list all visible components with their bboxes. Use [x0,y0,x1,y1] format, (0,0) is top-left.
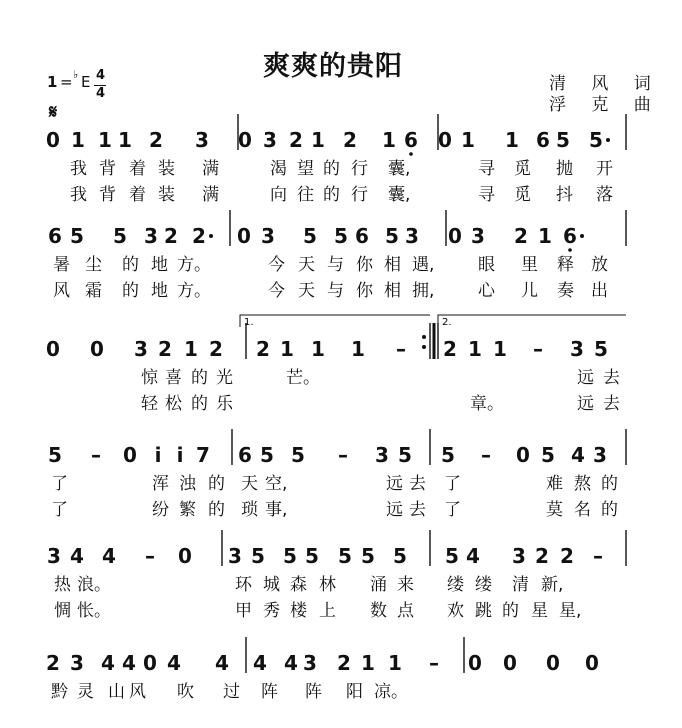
note-digit: 5 [48,443,62,467]
lyric-syllable: 装 [158,185,175,205]
lyric-syllable: 事, [265,500,288,520]
note-digit: 3 [47,544,61,568]
note-digit: 1 [351,337,365,361]
note-digit: 3 [375,443,389,467]
note-digit: 6 [355,224,369,248]
lyric-syllable: 了 [444,474,461,494]
note-digit: 5 [70,224,84,248]
lyric-syllable: 天 [298,255,315,275]
note-digit: 2 [164,224,178,248]
lyric-syllable: 与 [327,255,344,275]
lyric-syllable: 出 [591,281,608,301]
lyric-syllable: 楼 [290,601,307,621]
lyric-syllable: 的 [208,500,225,520]
lyric-syllable: 寻 [478,159,495,179]
note-digit: 0 [90,337,104,361]
lyric-syllable: 落 [596,185,613,205]
lyric-syllable: 欢 [447,601,464,621]
lyricist-credit: 清 风 词 [549,74,661,94]
lyric-syllable: 纷 [152,500,169,520]
note-digit: 6 [563,224,577,248]
note-digit: 5 [393,544,407,568]
key-signature-equals: = [60,73,73,91]
note-digit: 1 [311,128,325,152]
note-digit: 2 [514,224,528,248]
note-digit: 5 [445,544,459,568]
note-digit: 3 [593,443,607,467]
lyric-syllable: 觅 [514,159,531,179]
note-digit: 1 [505,128,519,152]
note-digit: 0 [468,651,482,675]
lyric-syllable: 了 [51,500,68,520]
lyric-syllable: 你 [356,255,373,275]
lyric-syllable: 方。 [177,281,211,301]
note-digit: 1 [311,337,325,361]
note-digit: 4 [102,544,116,568]
lyric-syllable: 跳 [475,601,492,621]
lyric-syllable: 缕 [447,575,464,595]
lyric-syllable: 繁 [179,500,196,520]
lyric-syllable: 去 [603,368,620,388]
lyric-syllable: 林 [319,575,336,595]
note-digit: 0 [123,443,137,467]
note-digit: 0 [516,443,530,467]
lyric-syllable: 数 [370,601,387,621]
lyric-syllable: 来 [397,575,414,595]
note-digit: 1 [280,337,294,361]
note-digit: 2 [149,128,163,152]
lyric-syllable: 的 [191,368,208,388]
note-digit: 1 [71,128,85,152]
lyric-syllable: 远 [577,368,594,388]
note-digit: 5 [283,544,297,568]
lyric-syllable: 上 [319,601,336,621]
lyric-syllable: 装 [158,159,175,179]
volta-bracket [240,315,430,327]
lyric-syllable: 去 [603,394,620,414]
lyric-syllable: 山 [108,682,125,702]
note-digit: 4 [466,544,480,568]
note-digit: 0 [237,224,251,248]
key-signature-letter: E [81,73,91,91]
repeat-dot [422,345,426,349]
note-digit: 3 [261,224,275,248]
lyric-syllable: 远 [386,474,403,494]
lyric-syllable: 着 [129,185,146,205]
lyric-syllable: 风 [53,281,70,301]
lyric-syllable: 行 [351,159,368,179]
lyric-syllable: 的 [191,394,208,414]
note-digit: 4 [253,651,267,675]
lyric-syllable: 清 [512,575,529,595]
note-digit: 3 [70,651,84,675]
note-digit: 0 [46,337,60,361]
lyric-syllable: 地 [151,281,168,301]
lyric-syllable: 远 [386,500,403,520]
lyric-syllable: 远 [577,394,594,414]
note-digit: 1 [98,128,112,152]
note-digit: 5 [291,443,305,467]
note-digit: 1 [461,128,475,152]
note-digit: 2 [560,544,574,568]
lyric-syllable: 遇, [412,255,435,275]
lyric-syllable: 眼 [478,255,495,275]
lyric-syllable: 满 [202,185,219,205]
lyric-syllable: 吹 [177,682,194,702]
lyric-syllable: 城 [263,575,280,595]
lyric-syllable: 相 [384,281,401,301]
note-digit: 3 [144,224,158,248]
lyric-syllable: 惆 [54,601,71,621]
lyric-syllable: 我 [70,159,87,179]
lyric-syllable: 的 [502,601,519,621]
lyric-syllable: 的 [323,159,340,179]
note-digit: 1 [382,128,396,152]
lyric-syllable: 了 [51,474,68,494]
lyric-syllable: 放 [591,255,608,275]
lyric-syllable: 乐 [216,394,233,414]
note-digit: 3 [512,544,526,568]
lyric-syllable: 阳 [346,682,363,702]
lyric-syllable: 抛 [556,159,573,179]
note-digit: 4 [101,651,115,675]
lyric-syllable: 芒。 [286,368,320,388]
note-digit: 5 [305,544,319,568]
note-digit: 0 [438,128,452,152]
note-digit: 2 [337,651,351,675]
lyric-syllable: 儿 [521,281,538,301]
lyric-syllable: 我 [70,185,87,205]
lyric-syllable: 惊 [141,368,158,388]
lyric-syllable: 心 [478,281,495,301]
note-digit: 3 [228,544,242,568]
note-digit: 4 [70,544,84,568]
lyric-syllable: 的 [208,474,225,494]
lyric-syllable: 尘 [85,255,102,275]
lyric-syllable: 莫 [546,500,563,520]
lyric-syllable: 了 [444,500,461,520]
lyric-syllable: 空, [265,474,288,494]
lyric-syllable: 霜 [85,281,102,301]
note-digit: 7 [196,443,210,467]
lyric-syllable: 天 [298,281,315,301]
lyric-syllable: 释 [557,255,574,275]
lower-octave-dot [409,152,413,156]
segno-sign: 𝄋 [49,101,58,123]
note-digit: 5 [441,443,455,467]
lyric-syllable: 今 [268,281,285,301]
note-digit: 5 [361,544,375,568]
lyric-syllable: 囊, [388,185,411,205]
lyric-syllable: 抖 [556,185,573,205]
note-digit: 1 [468,337,482,361]
note-digit: 5 [251,544,265,568]
volta-label: 2. [442,317,452,328]
note-digit: 0 [143,651,157,675]
lyric-syllable: 往 [297,185,314,205]
lyric-syllable: 怅。 [77,601,111,621]
note-digit: 3 [471,224,485,248]
note-digit: 2 [289,128,303,152]
augmentation-dot [606,138,610,142]
lyric-syllable: 黔 [51,682,68,702]
lyric-syllable: 风 [129,682,146,702]
note-digit: 5 [113,224,127,248]
lyric-syllable: 光 [216,368,233,388]
lyric-syllable: 难 [546,474,563,494]
key-signature-degree: 1 [47,73,58,91]
lower-octave-dot [568,248,572,252]
lyric-syllable: 满 [202,159,219,179]
time-signature-numerator: 4 [96,68,106,83]
note-digit: 3 [405,224,419,248]
lyric-syllable: 向 [270,185,287,205]
lyric-syllable: 背 [99,185,116,205]
note-digit: 0 [178,544,192,568]
note-digit: 2 [158,337,172,361]
note-digit: 1 [388,651,402,675]
lyric-syllable: 凉。 [374,682,408,702]
note-digit: 0 [585,651,599,675]
lyric-syllable: 过 [223,682,240,702]
lyric-syllable: 琐 [241,500,258,520]
repeat-dot [422,335,426,339]
lyric-syllable: 行 [351,185,368,205]
note-digit: 1 [184,337,198,361]
note-digit: 4 [167,651,181,675]
lyric-syllable: 名 [574,500,591,520]
dash-sustain: – [593,544,603,568]
note-digit: 4 [284,651,298,675]
lyric-syllable: 浪。 [77,575,111,595]
lyric-syllable: 相 [384,255,401,275]
dash-sustain: – [91,443,101,467]
note-digit: 5 [556,128,570,152]
note-digit: 5 [338,544,352,568]
lyric-syllable: 松 [165,394,182,414]
note-digit: i [176,443,184,467]
dash-sustain: – [481,443,491,467]
lyric-syllable: 背 [99,159,116,179]
note-digit: 6 [238,443,252,467]
note-digit: 0 [46,128,60,152]
note-digit: 0 [238,128,252,152]
lyric-syllable: 喜 [165,368,182,388]
lyric-syllable: 缕 [475,575,492,595]
lyric-syllable: 渴 [270,159,287,179]
note-digit: 2 [46,651,60,675]
note-digit: 4 [215,651,229,675]
lyric-syllable: 拥, [412,281,435,301]
note-digit: 1 [538,224,552,248]
note-digit: 3 [263,128,277,152]
dash-sustain: – [396,337,406,361]
lyric-syllable: 星 [531,601,548,621]
lyric-syllable: 阵 [261,682,278,702]
augmentation-dot [580,234,584,238]
lyric-syllable: 天 [241,474,258,494]
volta-label: 1. [244,317,254,328]
note-digit: 2 [256,337,270,361]
lyric-syllable: 你 [356,281,373,301]
note-digit: 2 [209,337,223,361]
note-digit: 5 [334,224,348,248]
lyric-syllable: 点 [397,601,414,621]
dash-sustain: – [338,443,348,467]
key-signature-flat: ♭ [73,68,79,81]
lyric-syllable: 章。 [470,394,504,414]
lyric-syllable: 的 [601,500,618,520]
note-digit: 2 [535,544,549,568]
lyric-syllable: 环 [235,575,252,595]
lyric-syllable: 浊 [179,474,196,494]
note-digit: 2 [192,224,206,248]
song-title: 爽爽的贵阳 [263,51,403,82]
note-digit: 5 [541,443,555,467]
lyric-syllable: 着 [129,159,146,179]
lyric-syllable: 暑 [53,255,70,275]
lyric-syllable: 寻 [478,185,495,205]
note-digit: 3 [134,337,148,361]
note-digit: 6 [404,128,418,152]
note-digit: 1 [361,651,375,675]
note-digit: 4 [571,443,585,467]
lyric-syllable: 的 [122,255,139,275]
note-digit: 2 [343,128,357,152]
note-digit: 5 [260,443,274,467]
lyric-syllable: 新, [541,575,564,595]
dash-sustain: – [533,337,543,361]
note-digit: 5 [589,128,603,152]
note-digit: i [154,443,162,467]
note-digit: 5 [398,443,412,467]
note-digit: 3 [303,651,317,675]
lyric-syllable: 的 [601,474,618,494]
note-digit: 6 [536,128,550,152]
note-digit: 1 [493,337,507,361]
note-digit: 5 [303,224,317,248]
lyric-syllable: 阵 [305,682,322,702]
lyric-syllable: 轻 [141,394,158,414]
dash-sustain: – [429,651,439,675]
dash-sustain: – [145,544,155,568]
note-digit: 6 [48,224,62,248]
lyric-syllable: 里 [521,255,538,275]
lyric-syllable: 热 [54,575,71,595]
note-digit: 1 [118,128,132,152]
lyric-syllable: 去 [409,500,426,520]
note-digit: 4 [122,651,136,675]
lyric-syllable: 地 [151,255,168,275]
lyric-syllable: 开 [596,159,613,179]
note-digit: 0 [448,224,462,248]
lyric-syllable: 去 [409,474,426,494]
lyric-syllable: 望 [297,159,314,179]
note-digit: 0 [546,651,560,675]
lyric-syllable: 森 [290,575,307,595]
lyric-syllable: 熬 [574,474,591,494]
lyric-syllable: 灵 [77,682,94,702]
lyric-syllable: 浑 [152,474,169,494]
augmentation-dot [209,234,213,238]
lyric-syllable: 秀 [263,601,280,621]
note-digit: 3 [570,337,584,361]
lyric-syllable: 奏 [557,281,574,301]
note-digit: 2 [443,337,457,361]
lyric-syllable: 涌 [370,575,387,595]
lyric-syllable: 甲 [235,601,252,621]
composer-credit: 浮 克 曲 [549,95,661,115]
volta-bracket [438,315,626,327]
lyric-syllable: 的 [323,185,340,205]
lyric-syllable: 的 [122,281,139,301]
lyric-syllable: 今 [268,255,285,275]
lyric-syllable: 与 [327,281,344,301]
lyric-syllable: 觅 [514,185,531,205]
lyric-syllable: 囊, [388,159,411,179]
time-signature-denominator: 4 [96,86,106,101]
note-digit: 5 [385,224,399,248]
lyric-syllable: 方。 [177,255,211,275]
lyric-syllable: 星, [559,601,582,621]
note-digit: 3 [195,128,209,152]
note-digit: 5 [594,337,608,361]
note-digit: 0 [503,651,517,675]
